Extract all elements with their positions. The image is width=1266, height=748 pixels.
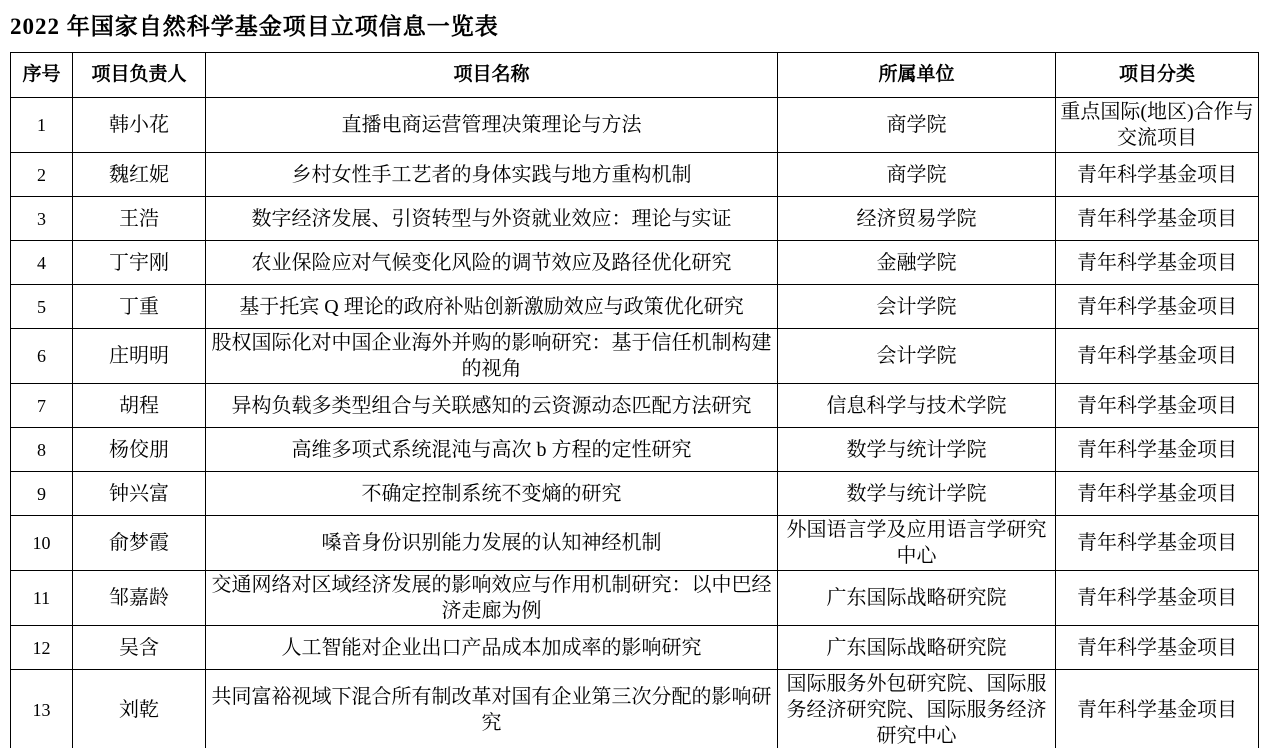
cell-unit: 国际服务外包研究院、国际服务经济研究院、国际服务经济研究中心 bbox=[778, 670, 1056, 748]
cell-project-name: 数字经济发展、引资转型与外资就业效应：理论与实证 bbox=[206, 197, 778, 241]
table-row bbox=[11, 626, 1259, 670]
cell-unit: 经济贸易学院 bbox=[778, 197, 1056, 241]
table-row bbox=[11, 670, 1259, 748]
page-title: 2022 年国家自然科学基金项目立项信息一览表 bbox=[10, 14, 499, 39]
cell-leader: 吴含 bbox=[73, 626, 206, 670]
cell-index: 4 bbox=[11, 241, 73, 285]
cell-category: 青年科学基金项目 bbox=[1056, 197, 1259, 241]
cell-project-name: 农业保险应对气候变化风险的调节效应及路径优化研究 bbox=[206, 241, 778, 285]
cell-project-name: 交通网络对区域经济发展的影响效应与作用机制研究：以中巴经济走廊为例 bbox=[206, 571, 778, 626]
cell-leader: 丁宇刚 bbox=[73, 241, 206, 285]
table-row bbox=[11, 516, 1259, 571]
col-header-index: 序号 bbox=[11, 53, 73, 98]
cell-unit: 广东国际战略研究院 bbox=[778, 571, 1056, 626]
cell-category: 青年科学基金项目 bbox=[1056, 241, 1259, 285]
table-row bbox=[11, 197, 1259, 241]
col-header-leader: 项目负责人 bbox=[73, 53, 206, 98]
table-body bbox=[11, 98, 1259, 748]
cell-index: 10 bbox=[11, 516, 73, 571]
cell-project-name: 异构负载多类型组合与关联感知的云资源动态匹配方法研究 bbox=[206, 384, 778, 428]
cell-category: 青年科学基金项目 bbox=[1056, 428, 1259, 472]
cell-category: 青年科学基金项目 bbox=[1056, 384, 1259, 428]
cell-index: 5 bbox=[11, 285, 73, 329]
cell-unit: 商学院 bbox=[778, 98, 1056, 153]
cell-project-name: 人工智能对企业出口产品成本加成率的影响研究 bbox=[206, 626, 778, 670]
cell-leader: 王浩 bbox=[73, 197, 206, 241]
col-header-project-name: 项目名称 bbox=[206, 53, 778, 98]
cell-index: 11 bbox=[11, 571, 73, 626]
cell-index: 12 bbox=[11, 626, 73, 670]
cell-project-name: 乡村女性手工艺者的身体实践与地方重构机制 bbox=[206, 153, 778, 197]
cell-category: 重点国际(地区)合作与交流项目 bbox=[1056, 98, 1259, 153]
cell-unit: 金融学院 bbox=[778, 241, 1056, 285]
cell-project-name: 不确定控制系统不变熵的研究 bbox=[206, 472, 778, 516]
table-row bbox=[11, 329, 1259, 384]
table-row bbox=[11, 472, 1259, 516]
table-row bbox=[11, 285, 1259, 329]
cell-leader: 丁重 bbox=[73, 285, 206, 329]
cell-leader: 刘乾 bbox=[73, 670, 206, 748]
cell-unit: 广东国际战略研究院 bbox=[778, 626, 1056, 670]
cell-index: 8 bbox=[11, 428, 73, 472]
cell-category: 青年科学基金项目 bbox=[1056, 285, 1259, 329]
cell-unit: 会计学院 bbox=[778, 329, 1056, 384]
cell-project-name: 股权国际化对中国企业海外并购的影响研究：基于信任机制构建的视角 bbox=[206, 329, 778, 384]
cell-category: 青年科学基金项目 bbox=[1056, 153, 1259, 197]
cell-unit: 数学与统计学院 bbox=[778, 472, 1056, 516]
cell-leader: 胡程 bbox=[73, 384, 206, 428]
cell-index: 1 bbox=[11, 98, 73, 153]
cell-category: 青年科学基金项目 bbox=[1056, 472, 1259, 516]
table-row bbox=[11, 384, 1259, 428]
cell-project-name: 直播电商运营管理决策理论与方法 bbox=[206, 98, 778, 153]
cell-category: 青年科学基金项目 bbox=[1056, 329, 1259, 384]
cell-leader: 钟兴富 bbox=[73, 472, 206, 516]
cell-leader: 庄明明 bbox=[73, 329, 206, 384]
cell-index: 6 bbox=[11, 329, 73, 384]
cell-leader: 韩小花 bbox=[73, 98, 206, 153]
cell-index: 13 bbox=[11, 670, 73, 748]
cell-leader: 魏红妮 bbox=[73, 153, 206, 197]
cell-project-name: 共同富裕视域下混合所有制改革对国有企业第三次分配的影响研究 bbox=[206, 670, 778, 748]
table-row bbox=[11, 241, 1259, 285]
cell-index: 2 bbox=[11, 153, 73, 197]
cell-unit: 会计学院 bbox=[778, 285, 1056, 329]
cell-index: 9 bbox=[11, 472, 73, 516]
cell-index: 7 bbox=[11, 384, 73, 428]
header-row bbox=[11, 53, 1259, 98]
cell-leader: 俞梦霞 bbox=[73, 516, 206, 571]
cell-unit: 商学院 bbox=[778, 153, 1056, 197]
col-header-unit: 所属单位 bbox=[778, 53, 1056, 98]
cell-leader: 邹嘉龄 bbox=[73, 571, 206, 626]
col-header-category: 项目分类 bbox=[1056, 53, 1259, 98]
cell-project-name: 基于托宾 Q 理论的政府补贴创新激励效应与政策优化研究 bbox=[206, 285, 778, 329]
cell-category: 青年科学基金项目 bbox=[1056, 571, 1259, 626]
cell-index: 3 bbox=[11, 197, 73, 241]
table-row bbox=[11, 98, 1259, 153]
cell-unit: 外国语言学及应用语言学研究中心 bbox=[778, 516, 1056, 571]
table-row bbox=[11, 153, 1259, 197]
cell-unit: 信息科学与技术学院 bbox=[778, 384, 1056, 428]
table-row bbox=[11, 428, 1259, 472]
cell-project-name: 嗓音身份识别能力发展的认知神经机制 bbox=[206, 516, 778, 571]
cell-category: 青年科学基金项目 bbox=[1056, 626, 1259, 670]
cell-project-name: 高维多项式系统混沌与高次 b 方程的定性研究 bbox=[206, 428, 778, 472]
cell-category: 青年科学基金项目 bbox=[1056, 516, 1259, 571]
table-row bbox=[11, 571, 1259, 626]
projects-table bbox=[10, 52, 1259, 748]
cell-unit: 数学与统计学院 bbox=[778, 428, 1056, 472]
cell-leader: 杨佼朋 bbox=[73, 428, 206, 472]
cell-category: 青年科学基金项目 bbox=[1056, 670, 1259, 748]
